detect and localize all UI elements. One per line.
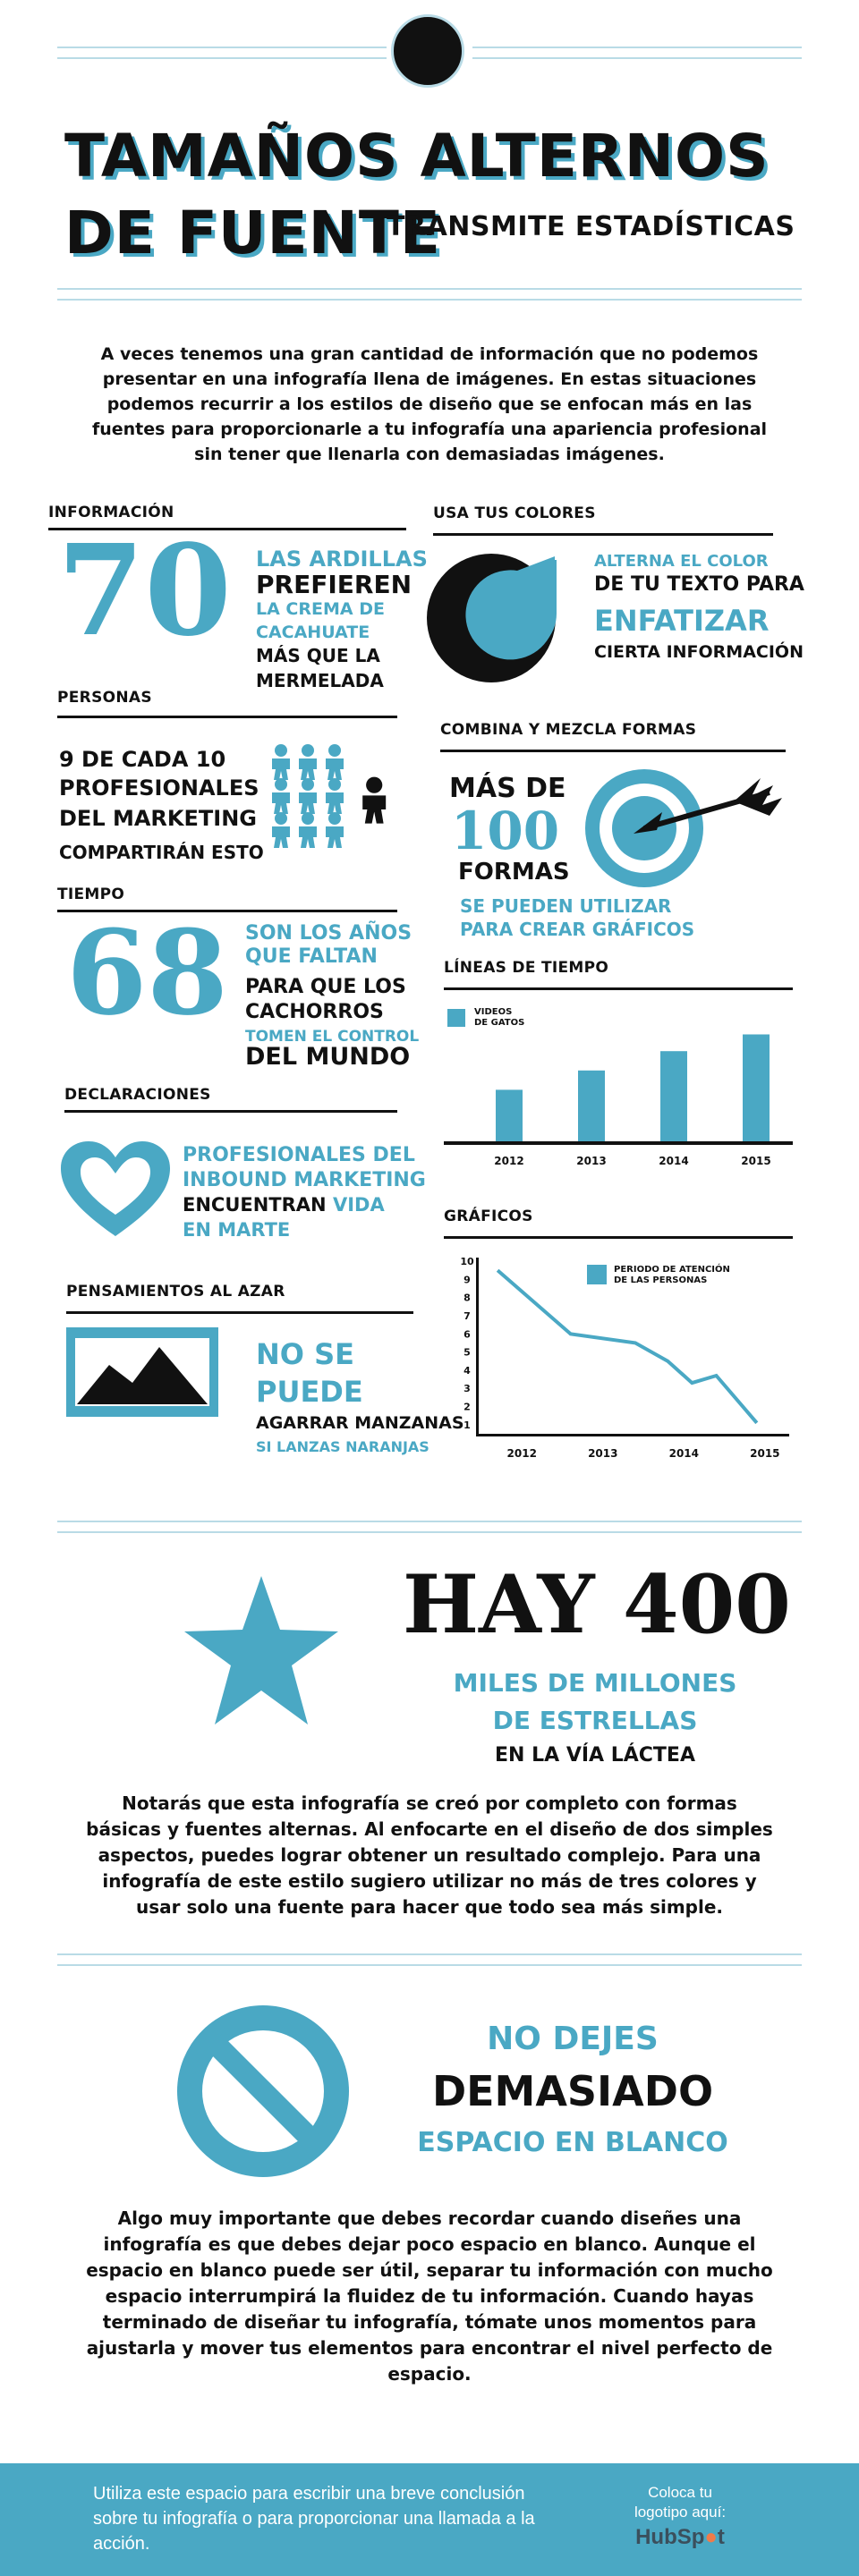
line-legend-swatch bbox=[587, 1265, 607, 1284]
stat-line: PROFESIONALES DEL bbox=[183, 1144, 415, 1166]
bar-legend-swatch bbox=[447, 1009, 465, 1027]
stat-line: PARA QUE LOS bbox=[245, 976, 406, 998]
line-x-tick-label: 2013 bbox=[588, 1447, 618, 1460]
stat-line: MÁS DE bbox=[449, 773, 566, 804]
page-subtitle: TRANSMITE ESTADÍSTICAS bbox=[387, 211, 795, 242]
section-heading-tiempo: TIEMPO bbox=[57, 886, 125, 903]
logo-caption: Coloca tu bbox=[648, 2484, 712, 2501]
big-number-100: 100 bbox=[451, 801, 560, 861]
line-x-tick-label: 2014 bbox=[668, 1447, 700, 1460]
stat-line: LAS ARDILLAS bbox=[256, 547, 428, 572]
header-divider-left bbox=[57, 47, 387, 48]
section-heading-graficos: GRÁFICOS bbox=[444, 1208, 533, 1225]
stat-line: SE PUEDEN UTILIZAR bbox=[460, 895, 672, 917]
stat-line: EN LA VÍA LÁCTEA bbox=[495, 1744, 695, 1767]
stat-line: MILES DE MILLONES bbox=[453, 1668, 737, 1698]
line-legend-label: DE LAS PERSONAS bbox=[614, 1275, 708, 1285]
bar-tick-label: 2015 bbox=[741, 1155, 771, 1165]
footer bbox=[0, 2463, 859, 2576]
big-number-70: 70 bbox=[57, 518, 232, 665]
section-heading-informacion: INFORMACIÓN bbox=[48, 504, 174, 521]
line-y-tick-label: 10 bbox=[460, 1256, 474, 1267]
stat-line: CACHORROS bbox=[245, 1001, 384, 1023]
bar-tick-label: 2012 bbox=[494, 1155, 524, 1165]
bar bbox=[578, 1071, 605, 1141]
stat-line: PARA CREAR GRÁFICOS bbox=[460, 919, 695, 940]
stat-line: FORMAS bbox=[458, 859, 570, 886]
stat-line: PREFIEREN bbox=[256, 570, 412, 599]
line-x-tick-label: 2012 bbox=[506, 1447, 537, 1460]
stat-line: PUEDE bbox=[256, 1375, 363, 1409]
bar-legend-label: DE GATOS bbox=[474, 1018, 525, 1028]
section-rule bbox=[64, 1110, 397, 1113]
line-y-tick-label: 1 bbox=[464, 1419, 471, 1431]
stat-line: LA CREMA DE bbox=[256, 599, 385, 619]
line-y-tick-label: 2 bbox=[464, 1401, 471, 1413]
stat-line: COMPARTIRÁN ESTO bbox=[59, 842, 264, 863]
bar bbox=[743, 1034, 770, 1141]
heart-icon bbox=[59, 1140, 172, 1240]
section-rule bbox=[433, 533, 773, 536]
stars-headline: HAY 400 bbox=[403, 1557, 791, 1652]
page-title-line2: DE FUENTE bbox=[64, 199, 441, 267]
bar bbox=[660, 1051, 687, 1141]
intro-paragraph: A veces tenemos una gran cantidad de información que no podemos presentar en una infografía llena de imágenes. En estas situaciones podemos recurrir a los estilos de diseño que se enfocan más en las fuentes para proporcionarle a tu infografía una apariencia profesional sin tener que llenarla con demasiadas imágenes. bbox=[91, 344, 768, 464]
line-y-axis bbox=[476, 1258, 479, 1436]
section-divider bbox=[57, 1531, 802, 1533]
stat-line: DEL MARKETING bbox=[59, 806, 257, 831]
line-series bbox=[498, 1270, 757, 1423]
stat-line: ALTERNA EL COLOR bbox=[594, 552, 769, 571]
stat-line: SON LOS AÑOS bbox=[245, 922, 412, 945]
stat-line: NO DEJES bbox=[487, 2021, 659, 2057]
color-drop-icon bbox=[424, 551, 558, 685]
stat-line: ESPACIO EN BLANCO bbox=[417, 2127, 728, 2158]
bar-chart bbox=[444, 995, 793, 1165]
line-x-tick-label: 2015 bbox=[750, 1447, 780, 1460]
section-heading-formas: COMBINA Y MEZCLA FORMAS bbox=[440, 721, 697, 739]
stat-line: SI LANZAS NARANJAS bbox=[256, 1438, 430, 1455]
line-y-tick-label: 4 bbox=[464, 1364, 471, 1377]
stat-line: DE ESTRELLAS bbox=[492, 1706, 698, 1735]
line-y-tick-label: 8 bbox=[464, 1292, 471, 1304]
section-divider bbox=[57, 1521, 802, 1522]
section-heading-colores: USA TUS COLORES bbox=[433, 504, 596, 522]
stat-line: DEL MUNDO bbox=[245, 1043, 411, 1071]
stat-line: ENFATIZAR bbox=[594, 604, 770, 638]
header-divider-right-2 bbox=[472, 57, 802, 59]
big-number-68: 68 bbox=[66, 904, 228, 1041]
section-heading-lineas: LÍNEAS DE TIEMPO bbox=[444, 959, 609, 977]
section-rule bbox=[66, 1311, 413, 1314]
section-rule bbox=[440, 750, 786, 752]
header-divider-right bbox=[472, 47, 802, 48]
image-placeholder-icon bbox=[66, 1327, 218, 1417]
logo-caption: logotipo aquí: bbox=[634, 2504, 727, 2521]
section-divider bbox=[57, 1953, 802, 1955]
stat-line: INBOUND MARKETING bbox=[183, 1169, 426, 1191]
stat-line: QUE FALTAN bbox=[245, 945, 378, 968]
stat-line: PROFESIONALES bbox=[59, 775, 259, 801]
footer-text: Utiliza este espacio para escribir una breve conclusión sobre tu infografía o para proporcionar una llamada a la acción. bbox=[93, 2484, 535, 2554]
stat-line: MÁS QUE LA bbox=[256, 645, 380, 666]
header-circle-icon bbox=[391, 14, 464, 88]
line-y-tick-label: 7 bbox=[464, 1309, 471, 1322]
stat-line: TOMEN EL CONTROL bbox=[245, 1028, 420, 1046]
section-heading-declaraciones: DECLARACIONES bbox=[64, 1086, 211, 1104]
stat-line: DE TU TEXTO PARA bbox=[594, 573, 804, 596]
target-arrow-icon bbox=[582, 766, 787, 891]
header-bottom-divider-2 bbox=[57, 299, 802, 301]
line-legend-label: PERIODO DE ATENCIÓN bbox=[614, 1265, 730, 1275]
section-heading-azar: PENSAMIENTOS AL AZAR bbox=[66, 1283, 285, 1301]
stat-line: MERMELADA bbox=[256, 670, 384, 691]
header-divider-left-2 bbox=[57, 57, 387, 59]
hubspot-logo: HubSp●t bbox=[635, 2525, 725, 2549]
line-y-tick-label: 5 bbox=[464, 1346, 471, 1359]
bar-tick-label: 2014 bbox=[659, 1155, 689, 1165]
stat-line: CIERTA INFORMACIÓN bbox=[594, 642, 804, 662]
section-rule bbox=[444, 987, 793, 990]
stat-line: NO SE bbox=[256, 1337, 355, 1371]
section-divider bbox=[57, 1964, 802, 1966]
bar-axis bbox=[444, 1141, 793, 1145]
bar bbox=[496, 1089, 523, 1141]
no-sign-icon bbox=[175, 2004, 351, 2179]
stat-line: CACAHUATE bbox=[256, 623, 370, 642]
line-x-axis bbox=[476, 1434, 789, 1436]
stat-line: 9 DE CADA 10 bbox=[59, 747, 226, 772]
bar-legend-label: VIDEOS bbox=[474, 1007, 513, 1017]
paragraph-3: Algo muy importante que debes recordar cuando diseñes una infografía es que debes dejar poco espacio en blanco. Aunque el espacio en blanco puede ser útil, separar tu información con mucho espacio interrumpirá la fluidez de tu información. Cuando hayas terminado de diseñar tu infografía, tómate unos momentos para ajustarla y mover tus elementos para encontrar el nivel perfecto de espacio. bbox=[86, 2207, 773, 2385]
stat-line: DEMASIADO bbox=[431, 2067, 714, 2115]
section-rule bbox=[57, 716, 397, 718]
header-bottom-divider bbox=[57, 288, 802, 290]
hubspot-sprocket-icon: ● bbox=[704, 2525, 718, 2549]
paragraph-2: Notarás que esta infografía se creó por completo con formas básicas y fuentes alternas. Al enfocarte en el diseño de dos simples aspectos, puedes lograr obtener un resultado complejo. Para una infografía de este estilo sugiero utilizar no más de tres colores y usar solo una fuente para hacer que todo sea más simple. bbox=[86, 1792, 773, 1918]
stat-line: ENCUENTRAN VIDA bbox=[183, 1194, 385, 1216]
line-chart bbox=[456, 1249, 796, 1463]
stat-line: AGARRAR MANZANAS bbox=[256, 1413, 464, 1433]
stat-line: EN MARTE bbox=[183, 1219, 291, 1241]
bar-tick-label: 2013 bbox=[576, 1155, 607, 1165]
page-title-line1: TAMAÑOS ALTERNOS bbox=[64, 122, 770, 191]
star-icon bbox=[181, 1572, 342, 1730]
people-pictogram-icon bbox=[268, 742, 403, 850]
line-y-tick-label: 9 bbox=[464, 1274, 471, 1286]
section-rule bbox=[444, 1236, 793, 1239]
logo-placeholder bbox=[617, 2483, 743, 2553]
section-heading-personas: PERSONAS bbox=[57, 689, 152, 707]
line-y-tick-label: 3 bbox=[464, 1383, 471, 1395]
line-y-tick-label: 6 bbox=[464, 1328, 471, 1341]
